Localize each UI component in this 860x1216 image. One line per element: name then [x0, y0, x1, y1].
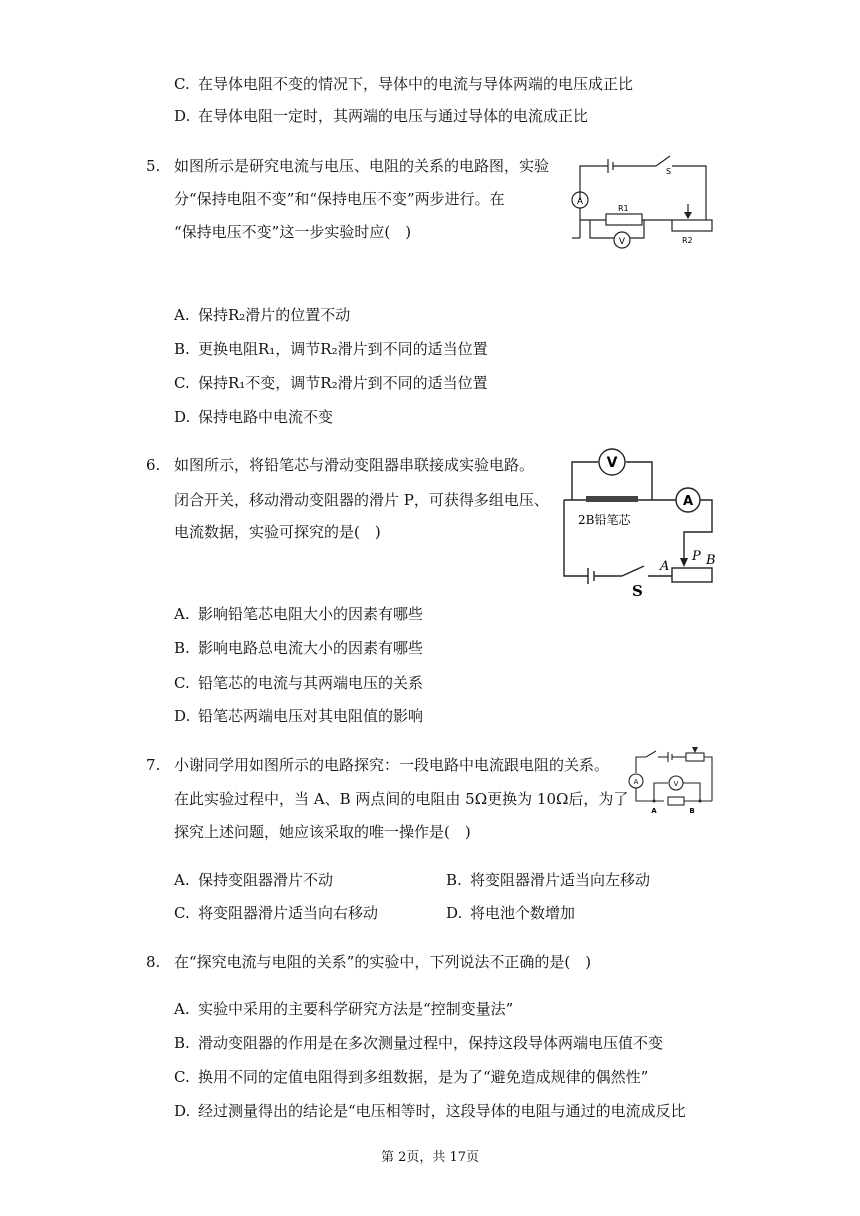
- switch-label: S: [632, 582, 643, 600]
- option-text: 将变阻器滑片适当向右移动: [198, 904, 379, 922]
- q5-circuit-figure: [566, 148, 716, 252]
- switch-label: S: [666, 167, 672, 176]
- q7-option-c[interactable]: [174, 903, 378, 923]
- q6-option-a[interactable]: [174, 604, 423, 624]
- q6-stem-line3: 电流数据，实验可探究的是( ): [174, 523, 381, 541]
- r1-label: R1: [618, 204, 629, 213]
- q8-option-c[interactable]: [174, 1067, 648, 1087]
- q6-stem-line1: 如图所示，将铅笔芯与滑动变阻器串联接成实验电路。: [174, 456, 535, 474]
- q7-stem-line3: 探究上述问题，她应该采取的唯一操作是( ): [174, 823, 471, 841]
- r2-label: R2: [682, 236, 693, 245]
- q5-option-c[interactable]: [174, 373, 488, 393]
- option-text: 影响铅笔芯电阻大小的因素有哪些: [198, 605, 424, 623]
- point-b-label: B: [689, 807, 695, 815]
- q7-stem-line2: 在此实验过程中，当 A、B 两点间的电阻由 5Ω更换为 10Ω后，为了: [174, 790, 629, 808]
- pencil-lead-label: 2B铅笔芯: [578, 513, 631, 527]
- q6-option-d[interactable]: [174, 706, 423, 726]
- option-text: 经过测量得出的结论是“电压相等时，这段导体的电阻与通过的电流成反比: [198, 1102, 686, 1120]
- ammeter-label: A: [576, 197, 584, 207]
- q5-stem-line2: 分“保持电阻不变”和“保持电压不变”两步进行。在: [174, 190, 505, 208]
- q6-number: 6.: [146, 456, 161, 474]
- voltmeter-label: V: [618, 237, 626, 247]
- q7-option-d[interactable]: [446, 903, 575, 923]
- option-letter: A.: [174, 871, 190, 889]
- option-text: 保持变阻器滑片不动: [198, 871, 334, 889]
- q5-option-a[interactable]: [174, 305, 350, 325]
- option-letter: C.: [174, 674, 190, 692]
- q5-option-d[interactable]: [174, 407, 333, 427]
- point-a-label: A: [651, 807, 657, 815]
- option-letter: D.: [174, 707, 191, 725]
- q5-option-b[interactable]: [174, 339, 488, 359]
- option-text: 铅笔芯两端电压对其电阻值的影响: [198, 707, 424, 725]
- option-text: 换用不同的定值电阻得到多组数据，是为了“避免造成规律的偶然性”: [198, 1068, 649, 1086]
- page-footer: 第 2页，共 17页: [380, 1150, 480, 1165]
- ammeter-label: A: [633, 778, 639, 786]
- option-letter: A.: [174, 605, 190, 623]
- q8-option-d[interactable]: [174, 1101, 686, 1121]
- option-letter: C.: [174, 374, 190, 392]
- option-text: 保持R₁不变，调节R₂滑片到不同的适当位置: [198, 374, 488, 392]
- q4-option-d: [174, 106, 588, 126]
- option-letter: B.: [446, 871, 462, 889]
- q5-stem-line1: 如图所示是研究电流与电压、电阻的关系的电路图，实验: [174, 157, 550, 175]
- option-letter: B.: [174, 639, 190, 657]
- end-a-label: A: [660, 559, 670, 574]
- option-letter: C.: [174, 904, 190, 922]
- q8-option-b[interactable]: [174, 1033, 663, 1053]
- voltmeter-label: V: [673, 780, 679, 788]
- voltmeter-label: V: [606, 455, 618, 471]
- option-text: 在导体电阻不变的情况下，导体中的电流与导体两端的电压成正比: [198, 75, 634, 93]
- option-letter: B.: [174, 1034, 190, 1052]
- q6-option-c[interactable]: [174, 673, 423, 693]
- option-letter: B.: [174, 340, 190, 358]
- option-letter: D.: [174, 1102, 191, 1120]
- option-text: 保持电路中电流不变: [198, 408, 334, 426]
- option-text: 将电池个数增加: [470, 904, 576, 922]
- option-letter: C.: [174, 75, 190, 93]
- q7-option-a[interactable]: [174, 870, 333, 890]
- q8-stem: 在“探究电流与电阻的关系”的实验中，下列说法不正确的是( ): [174, 953, 592, 971]
- option-letter: A.: [174, 306, 190, 324]
- option-text: 保持R₂滑片的位置不动: [198, 306, 351, 324]
- q5-stem-line3: “保持电压不变”这一步实验时应( ): [174, 223, 412, 241]
- q7-circuit-figure: [624, 745, 720, 817]
- option-text: 铅笔芯的电流与其两端电压的关系: [198, 674, 424, 692]
- option-text: 滑动变阻器的作用是在多次测量过程中，保持这段导体两端电压值不变: [198, 1034, 664, 1052]
- q8-option-a[interactable]: [174, 999, 513, 1019]
- q6-option-b[interactable]: [174, 638, 423, 658]
- option-text: 影响电路总电流大小的因素有哪些: [198, 639, 424, 657]
- q7-stem-line1: 小谢同学用如图所示的电路探究：一段电路中电流跟电阻的关系。: [174, 756, 610, 774]
- option-letter: D.: [174, 408, 191, 426]
- q5-number: 5.: [146, 157, 161, 175]
- ammeter-label: A: [682, 494, 694, 509]
- option-letter: D.: [174, 107, 191, 125]
- q4-option-c: [174, 74, 633, 94]
- option-letter: C.: [174, 1068, 190, 1086]
- q6-circuit-figure: [556, 448, 722, 602]
- option-letter: A.: [174, 1000, 190, 1018]
- q7-option-b[interactable]: [446, 870, 650, 890]
- option-text: 在导体电阻一定时，其两端的电压与通过导体的电流成正比: [198, 107, 589, 125]
- q6-stem-line2: 闭合开关，移动滑动变阻器的滑片 P，可获得多组电压、: [174, 491, 549, 509]
- q8-number: 8.: [146, 953, 161, 971]
- end-b-label: B: [706, 553, 716, 568]
- q7-number: 7.: [146, 756, 161, 774]
- option-text: 将变阻器滑片适当向左移动: [470, 871, 651, 889]
- slider-p-label: P: [692, 549, 701, 564]
- option-text: 更换电阻R₁，调节R₂滑片到不同的适当位置: [198, 340, 488, 358]
- option-text: 实验中采用的主要科学研究方法是“控制变量法”: [198, 1000, 514, 1018]
- option-letter: D.: [446, 904, 463, 922]
